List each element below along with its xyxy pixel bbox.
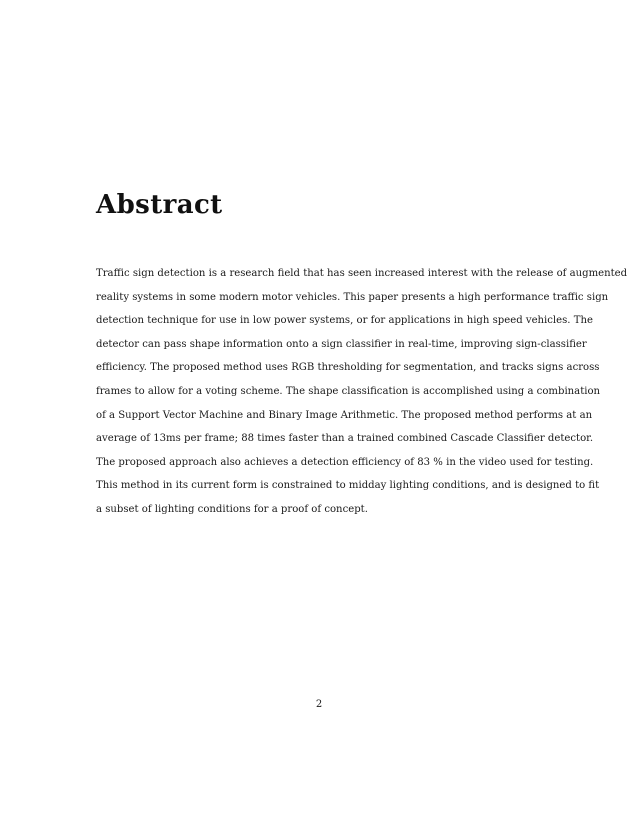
abstract-line: average of 13ms per frame; 88 times faster than a trained combined Cascade Classifier detector. [96,433,594,445]
page-number: 2 [315,699,323,710]
abstract-line: detector can pass shape information onto a sign classifier in real-time, improving sign-classifier [96,338,587,350]
abstract-line: of a Support Vector Machine and Binary Image Arithmetic. The proposed method performs at an [96,409,593,421]
abstract-line: The proposed approach also achieves a detection efficiency of 83 % in the video used for testing. [96,456,594,468]
abstract-line: efficiency. The proposed method uses RGB thresholding for segmentation, and tracks signs across [96,362,600,374]
abstract-paragraph [96,262,628,522]
abstract-line: frames to allow for a voting scheme. The shape classification is accomplished using a combination [96,385,601,397]
abstract-heading: Abstract [96,190,223,220]
abstract-line: reality systems in some modern motor vehicles. This paper presents a high performance traffic sign [96,291,609,303]
abstract-line: This method in its current form is constrained to midday lighting conditions, and is designed to fit [96,480,600,492]
abstract-line: detection technique for use in low power systems, or for applications in high speed vehicles. The [96,315,593,327]
abstract-line: a subset of lighting conditions for a proof of concept. [96,503,368,515]
abstract-line: Traffic sign detection is a research field that has seen increased interest with the release of augmented [96,268,628,279]
